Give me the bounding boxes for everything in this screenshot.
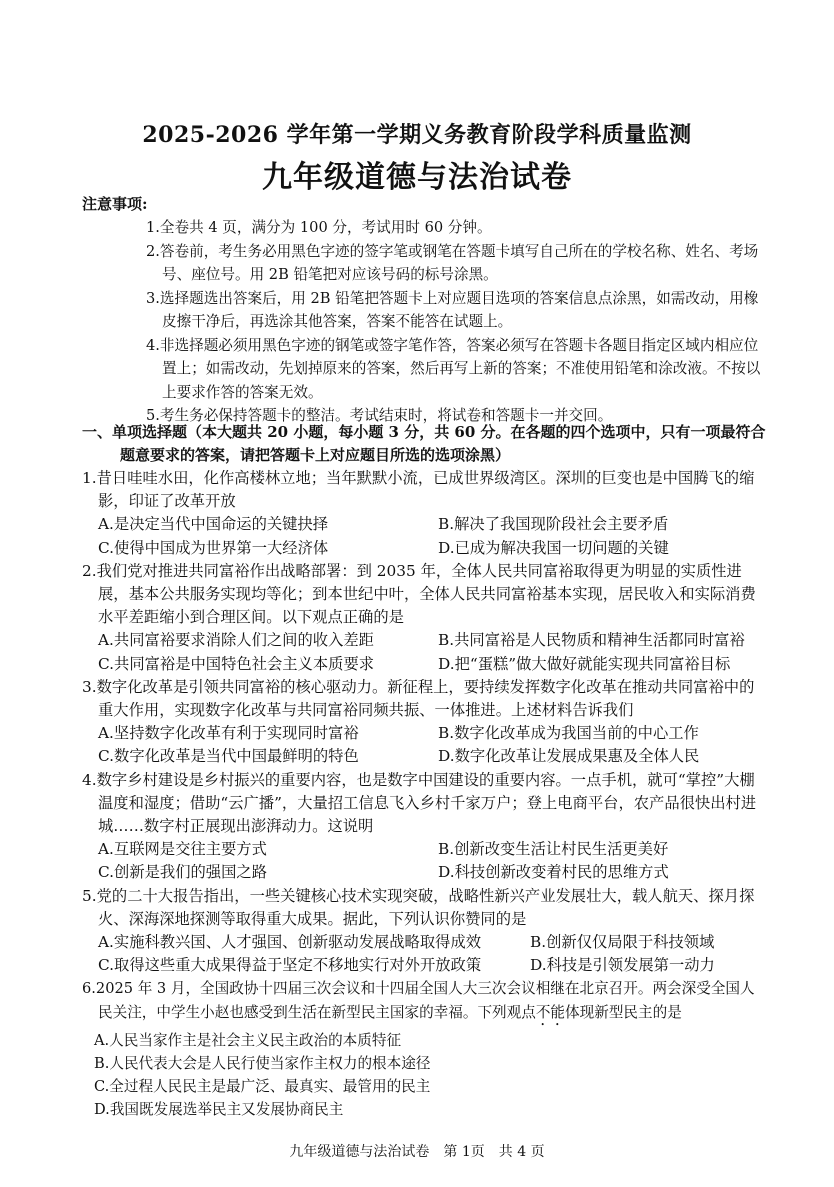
option-a[interactable]: A.互联网是交往主要方式 [98, 840, 267, 859]
option-group [82, 513, 766, 559]
option-d[interactable]: D.科技是引领发展第一动力 [530, 956, 715, 975]
notice-list [146, 216, 766, 428]
option-c[interactable]: C.创新是我们的强国之路 [98, 863, 267, 882]
section-heading: 一、单项选择题（本大题共 20 小题，每小题 3 分，共 60 分。在各题的四个选项中，只有一项最符合题意要求的答案，请把答题卡上对应题目所选的选项涂黑） [82, 423, 766, 464]
option-group [82, 722, 766, 768]
option-a[interactable]: A.人民当家作主是社会主义民主政治的本质特征 [94, 1031, 402, 1049]
option-c[interactable]: C.取得这些重大成果得益于坚定不移地实行对外开放政策 [98, 956, 482, 975]
option-d[interactable]: D.我国既发展选举民主又发展协商民主 [94, 1101, 344, 1119]
option-d[interactable]: D.科技创新改变着村民的思维方式 [438, 863, 669, 882]
question-3 [82, 676, 766, 769]
option-c[interactable]: C.使得中国成为世界第一大经济体 [98, 538, 329, 557]
question-stem-text: 体现新型民主的是 [565, 1003, 682, 1021]
question-stem: 3.数字化改革是引领共同富裕的核心驱动力。新征程上，要持续发挥数字化改革在推动共同富裕中的重大作用，实现数字化改革与共同富裕同频共振、一体推进。上述材料告诉我们 [82, 677, 755, 720]
option-d[interactable]: D.已成为解决我国一切问题的关键 [438, 538, 669, 557]
option-a[interactable]: A.实施科教兴国、人才强国、创新驱动发展战略取得成效 [98, 933, 482, 952]
option-b[interactable]: B.共同富裕是人民物质和精神生活都同时富裕 [438, 631, 745, 650]
question-2 [82, 560, 766, 676]
option-group [82, 1029, 766, 1122]
notice-item: 3.选择题选出答案后，用 2B 铅笔把答题卡上对应题目选项的答案信息点涂黑，如需改动，用橡皮擦干净后，再选涂其他答案，答案不能答在试题上。 [146, 289, 759, 330]
option-a[interactable]: A.坚持数字化改革有利于实现同时富裕 [98, 724, 359, 743]
question-stem: 1.昔日哇哇水田，化作高楼林立地；当年默默小流，已成世界级湾区。深圳的巨变也是中国腾飞的缩影，印证了改革开放 [82, 469, 755, 511]
option-b[interactable]: B.数字化改革成为我国当前的中心工作 [438, 724, 699, 743]
question-4 [82, 769, 766, 885]
option-c[interactable]: C.全过程人民民主是最广泛、最真实、最管用的民主 [94, 1078, 431, 1096]
emphasis-mark: 不能 [535, 1003, 566, 1021]
exam-title-line2: 九年级道德与法治试卷 [262, 160, 572, 195]
option-b[interactable]: B.创新改变生活让村民生活更美好 [438, 840, 669, 859]
question-stem-text: 6.2025 年 3 月，全国政协十四届三次会议和十四届全国人大三次会议相继在北京召开。两会深受全国人民关注，中学生小赵也感受到生活在新型民主国家的幸福。下列观点 [82, 980, 755, 1021]
notice-item: 2.答卷前，考生务必用黑色字迹的签字笔或钢笔在答题卡填写自己所在的学校名称、姓名、考场号、座位号。用 2B 铅笔把对应该号码的标号涂黑。 [146, 242, 759, 283]
notice-item: 1.全卷共 4 页，满分为 100 分，考试用时 60 分钟。 [146, 219, 492, 236]
notice-item: 5.考生务必保持答题卡的整洁。考试结束时，将试卷和答题卡一并交回。 [146, 407, 613, 424]
page-footer: 九年级道德与法治试卷 第 1页 共 4 页 [289, 1144, 545, 1160]
option-c[interactable]: C.数字化改革是当代中国最鲜明的特色 [98, 747, 359, 766]
option-a[interactable]: A.是决定当代中国命运的关键抉择 [98, 515, 329, 534]
option-group [82, 629, 766, 675]
option-d[interactable]: D.把“蛋糕”做大做好就能实现共同富裕目标 [438, 654, 731, 673]
option-b[interactable]: B.人民代表大会是人民行使当家作主权力的根本途径 [94, 1054, 431, 1072]
option-b[interactable]: B.创新仅仅局限于科技领域 [530, 933, 715, 952]
exam-title-line1: 2025-2026 学年第一学期义务教育阶段学科质量监测 [142, 122, 692, 148]
question-list [82, 467, 766, 1121]
question-stem: 5.党的二十大报告指出，一些关键核心技术实现突破，战略性新兴产业发展壮大，载人航天、探月探火、深海深地探测等取得重大成果。据此，下列认识你赞同的是 [82, 886, 755, 928]
question-6 [82, 977, 766, 1121]
question-1 [82, 467, 766, 560]
option-d[interactable]: D.数字化改革让发展成果惠及全体人民 [438, 747, 700, 766]
option-group [82, 838, 766, 884]
question-stem: 4.数字乡村建设是乡村振兴的重要内容，也是数字中国建设的重要内容。一点手机，就可“掌控”大棚温度和湿度；借助“云广播”，大量招工信息飞入乡村千家万户；登上电商平台，农产品很快出村进城……数字村正展现出澎湃动力。这说明 [82, 770, 757, 836]
notice-item: 4.非选择题必须用黑色字迹的钢笔或签字笔作答，答案必须写在答题卡各题目指定区域内相应位置上；如需改动，先划掉原来的答案，然后再写上新的答案；不准使用铅笔和涂改液。不按以上要求作答的答案无效。 [146, 336, 761, 401]
question-stem: 2.我们党对推进共同富裕作出战略部署：到 2035 年，全体人民共同富裕取得更为明显的实质性进展，基本公共服务实现均等化；到本世纪中叶，全体人民共同富裕基本实现，居民收入和实际消费水平差距缩小到合理区间。以下观点正确的是 [82, 561, 756, 627]
question-5 [82, 885, 766, 978]
option-b[interactable]: B.解决了我国现阶段社会主要矛盾 [438, 515, 669, 534]
option-a[interactable]: A.共同富裕要求消除人们之间的收入差距 [98, 631, 374, 650]
option-c[interactable]: C.共同富裕是中国特色社会主义本质要求 [98, 654, 375, 673]
notice-heading: 注意事项: [82, 195, 148, 213]
question-stem [82, 977, 766, 1028]
option-group [82, 931, 766, 977]
